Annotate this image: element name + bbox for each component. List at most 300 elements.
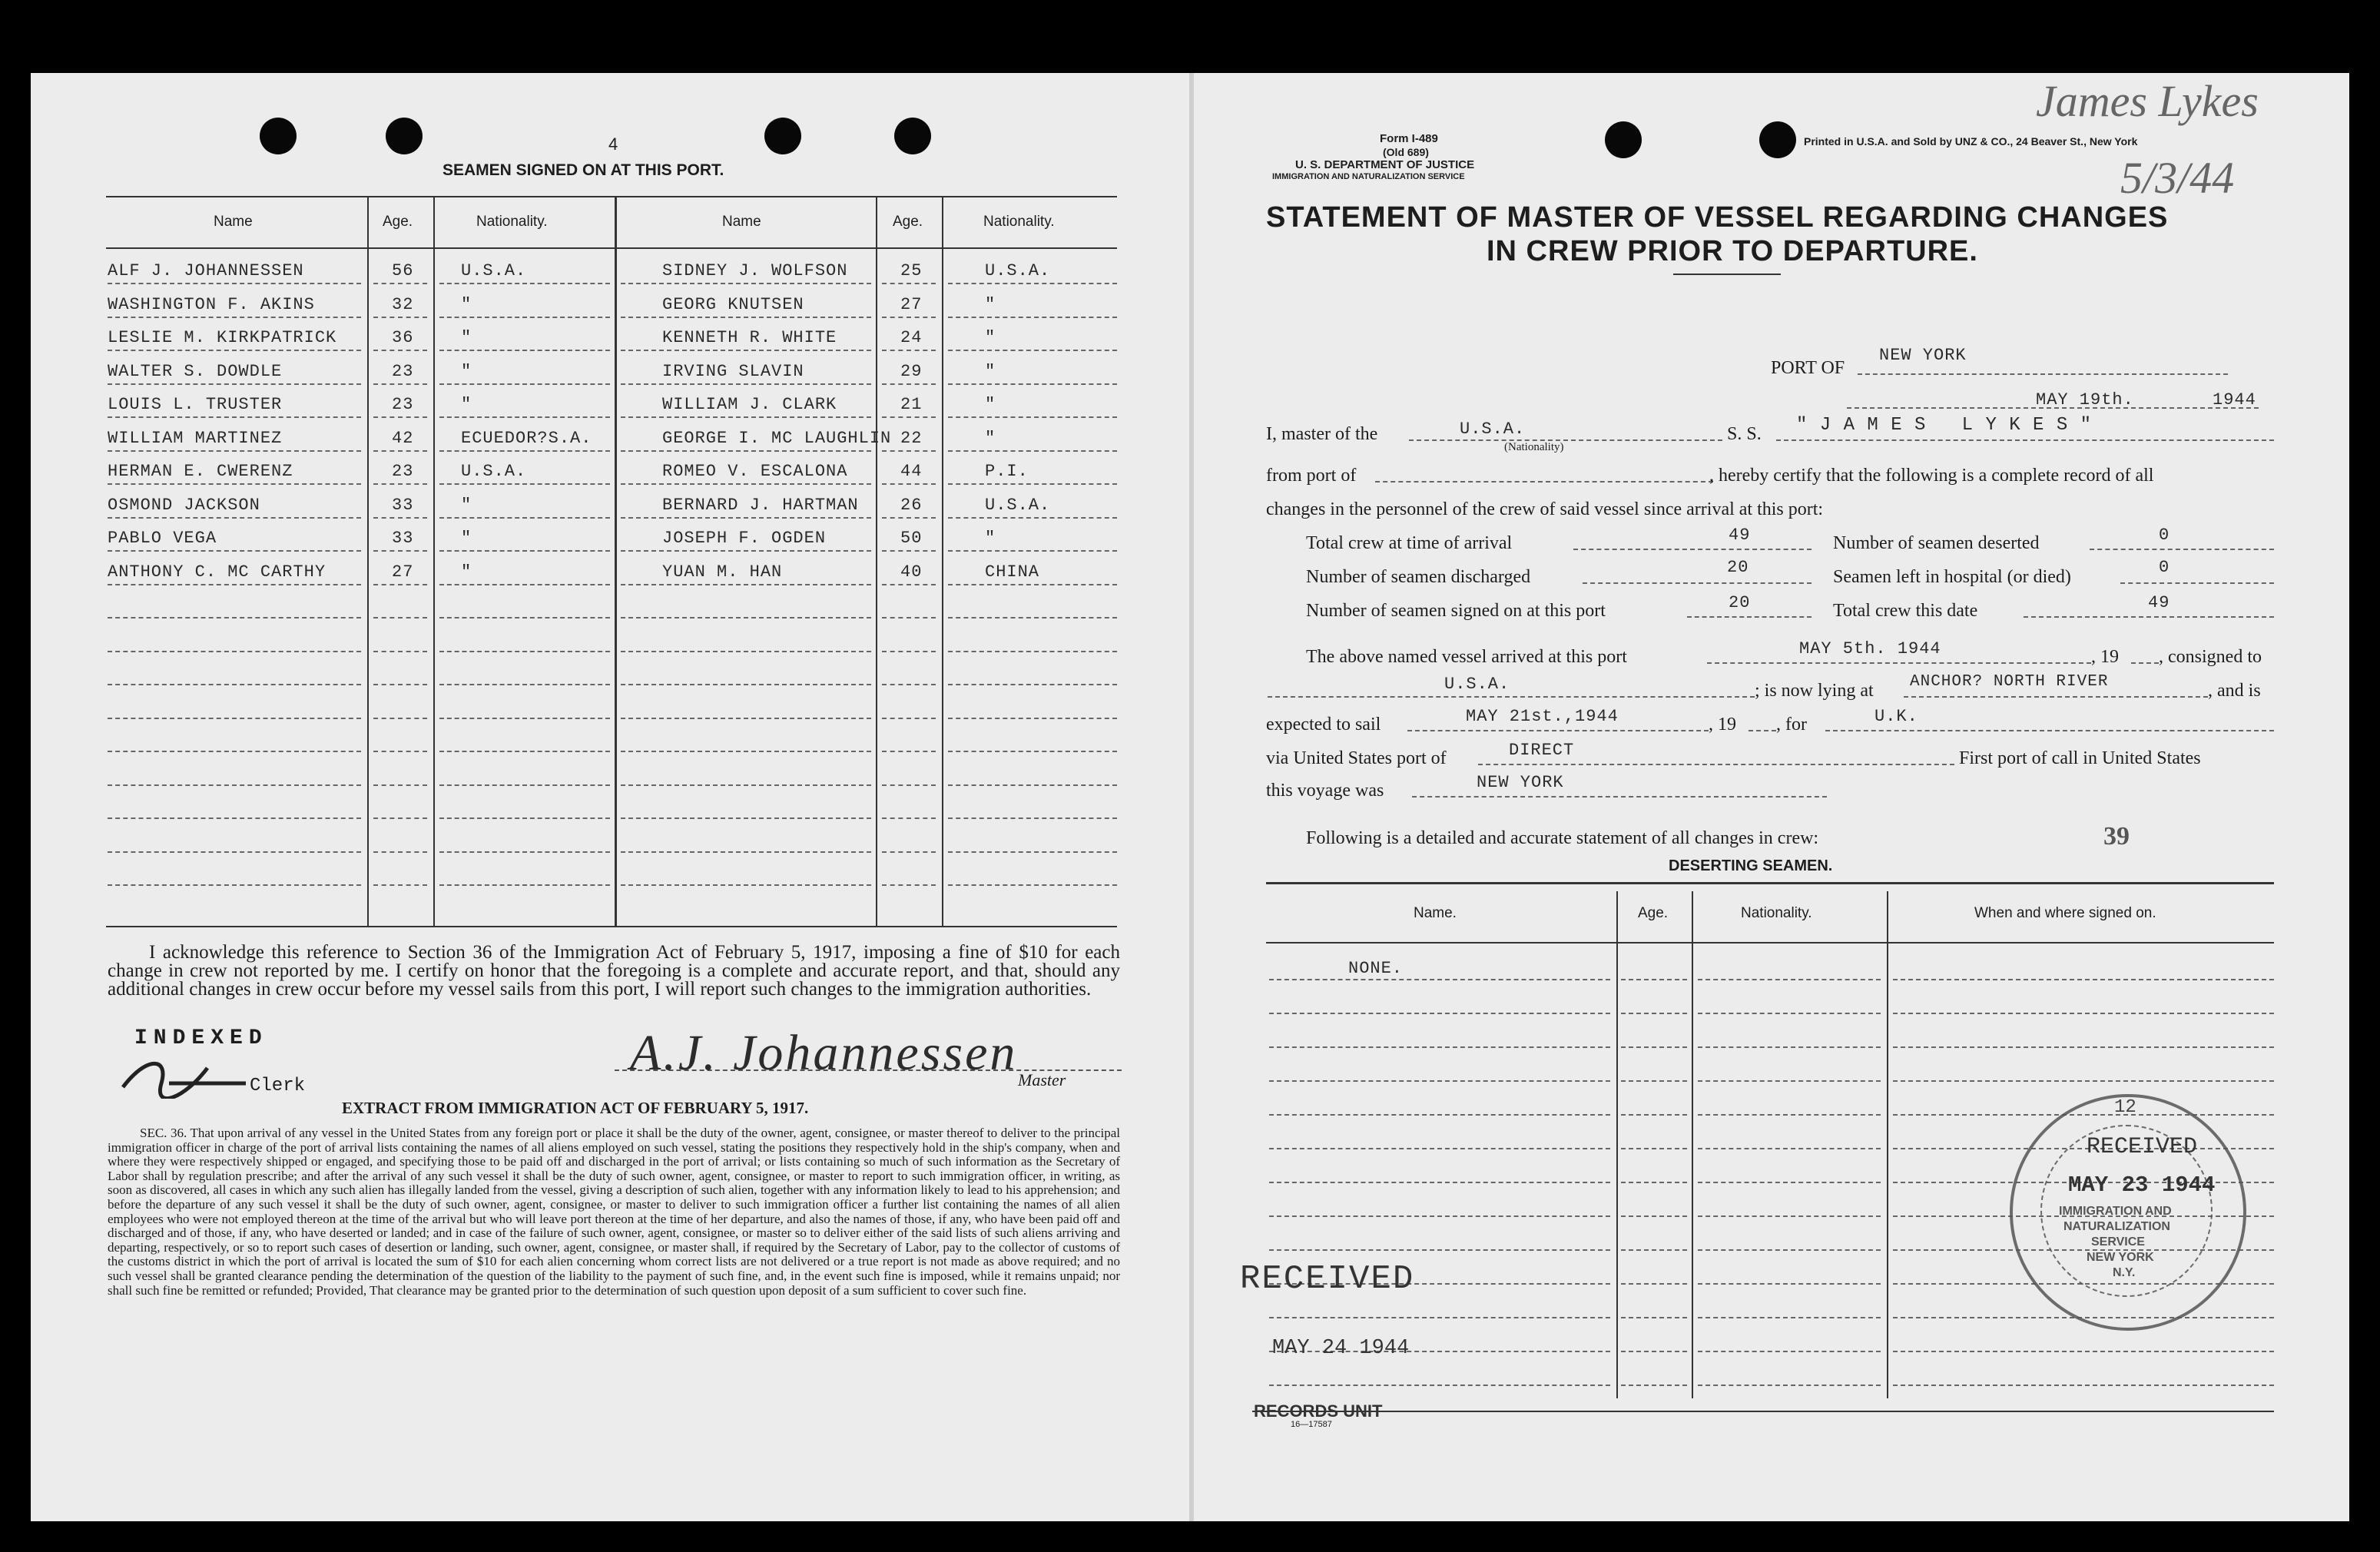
table-rule bbox=[948, 317, 1117, 318]
year-value: 1944 bbox=[2213, 390, 2256, 410]
table-rule bbox=[621, 651, 871, 652]
ss-label: S. S. bbox=[1727, 424, 1762, 444]
crew-nationality: ECUEDOR?S.A. bbox=[461, 428, 592, 448]
table-rule bbox=[439, 784, 610, 786]
crew-age: 25 bbox=[900, 261, 923, 280]
table-rule bbox=[882, 851, 936, 853]
nationality-value: U.S.A. bbox=[1460, 420, 1526, 439]
department: U. S. DEPARTMENT OF JUSTICE bbox=[1295, 158, 1475, 171]
table-rule bbox=[882, 684, 936, 685]
master-signature: A.J. Johannessen bbox=[630, 1025, 1018, 1081]
table-rule bbox=[948, 751, 1117, 752]
table-rule bbox=[882, 517, 936, 519]
from-port-label: from port of bbox=[1266, 466, 1357, 486]
round-stamp-top: RECEIVED bbox=[2087, 1134, 2198, 1160]
master-of-label: I, master of the bbox=[1266, 424, 1378, 444]
table-rule bbox=[373, 851, 427, 853]
table-rule bbox=[882, 383, 936, 385]
crew-age: 50 bbox=[900, 529, 923, 548]
table-rule bbox=[1269, 1013, 1610, 1014]
header-name: Name bbox=[722, 214, 761, 230]
received-stamp: RECEIVED bbox=[1240, 1260, 1415, 1298]
deserting-header-age: Age. bbox=[1638, 905, 1669, 921]
table-rule bbox=[882, 651, 936, 652]
punch-hole bbox=[260, 118, 297, 154]
table-rule bbox=[621, 283, 871, 284]
crew-nationality: " bbox=[461, 395, 472, 414]
deserting-header-when-where: When and where signed on. bbox=[1974, 905, 2156, 921]
arrived-label: The above named vessel arrived at this port bbox=[1306, 647, 1627, 667]
table-rule bbox=[1621, 1148, 1687, 1149]
table-rule bbox=[1893, 1080, 2274, 1082]
table-rule bbox=[373, 884, 427, 886]
crew-name: GEORG KNUTSEN bbox=[662, 294, 804, 314]
for-label: , for bbox=[1776, 715, 1807, 735]
crew-nationality: " bbox=[461, 294, 472, 314]
table-rule bbox=[1621, 1283, 1687, 1285]
crew-age: 26 bbox=[900, 495, 923, 515]
table-rule bbox=[373, 450, 427, 452]
table-rule bbox=[882, 884, 936, 886]
acknowledgement-text: I acknowledge this reference to Section 36 of the Immigration Act of February 5, 1917, imposing a fine of $10 for each change in crew not reported by me. I certify on honor that the foregoing is a complete and accurate report, and that, should any additional changes in crew occur before my vessel sails from this port, I will report such changes to the immigration authorities. bbox=[108, 942, 1120, 1000]
handwritten-name: James Lykes bbox=[2036, 76, 2259, 126]
table-rule bbox=[108, 517, 361, 519]
table-rule bbox=[882, 317, 936, 318]
table-rule bbox=[1698, 1046, 1881, 1048]
table-rule bbox=[948, 350, 1117, 351]
table-rule bbox=[1621, 1182, 1687, 1183]
table-rule bbox=[1621, 1114, 1687, 1116]
crew-name: ANTHONY C. MC CARTHY bbox=[108, 562, 327, 582]
table-rule bbox=[1698, 1351, 1881, 1352]
table-rule bbox=[621, 350, 871, 351]
table-rule bbox=[1269, 1114, 1610, 1116]
table-rule bbox=[621, 617, 871, 618]
table-rule bbox=[373, 483, 427, 485]
form-title-line1: STATEMENT OF MASTER OF VESSEL REGARDING CHANGES bbox=[1266, 201, 2169, 234]
crew-name: OSMOND JACKSON bbox=[108, 495, 260, 515]
table-rule bbox=[1698, 1182, 1881, 1183]
crew-name: JOSEPH F. OGDEN bbox=[662, 529, 827, 548]
table-rule bbox=[1269, 1385, 1610, 1386]
crew-age: 36 bbox=[392, 328, 414, 347]
voyage-value: NEW YORK bbox=[1477, 773, 1564, 792]
deserting-header-name: Name. bbox=[1414, 905, 1457, 921]
table-rule bbox=[948, 718, 1117, 719]
table-rule bbox=[1893, 1046, 2274, 1048]
table-rule bbox=[948, 584, 1117, 585]
punch-hole bbox=[1605, 121, 1642, 158]
total-crew-date-value: 49 bbox=[2148, 593, 2170, 612]
table-rule bbox=[108, 383, 361, 385]
form-id: Form I-489 bbox=[1380, 132, 1438, 145]
table-rule bbox=[1698, 1080, 1881, 1082]
header-nationality: Nationality. bbox=[476, 214, 548, 230]
table-rule bbox=[108, 884, 361, 886]
form-code: 16—17587 bbox=[1291, 1420, 1332, 1429]
table-rule bbox=[1698, 1385, 1881, 1386]
table-rule bbox=[439, 718, 610, 719]
left-page bbox=[31, 73, 1192, 1521]
crew-name: PABLO VEGA bbox=[108, 529, 217, 548]
extract-title: EXTRACT FROM IMMIGRATION ACT OF FEBRUARY 5, 1917. bbox=[342, 1099, 809, 1117]
section-36-text: SEC. 36. That upon arrival of any vessel in the United States from any foreign port or place it shall be the duty of the owner, agent, consignee, or master thereof to deliver to the principal immigration officer in charge of the port of arrival lists containing the names of all aliens employed on such vessel, stating the positions they respectively hold in the ship's company, when and where they were respectively shipped or engaged, and specifying those to be paid off and discharged in the port of arrival; or lists containing so much of such information as the Secretary of Labor shall by regulation prescribe; and after the arrival of any such vessel it shall be the duty of such owner, agent, consignee, or master to report to such immigration officer, in writing, as soon as discovered, all cases in which any such alien has illegally landed from the vessel, giving a description of such alien, together with any information likely to lead to his apprehension; and before the departure of any such vessel it shall be the duty of such owner, agent, consignee, or master to deliver to such immigration officer a further list containing the names of all alien employees who were not employed thereon at the time of the arrival but who will leave port thereon at the time of her departure, and also the names of those, if any, who have been paid off and discharged and of those, if any, who have deserted or landed; and in case of the failure of such owner, agent, consignee, or master so to deliver either of the said lists of such aliens arriving and departing, respectively, or so to report such cases of desertion or landing, such owner, agent, consignee, or master shall, if required by the Secretary of Labor, pay to the collector of customs of the customs district in which the port of arrival is located the sum of $10 for each alien concerning whom correct lists are not delivered or a true report is not made as above required; and no such vessel shall be granted clearance pending the determination of the question of the liability to the payment of such fine, and, in the event such fine is imposed, while it remains unpaid; nor shall such fine be remitted or refunded; Provided, That clearance may be granted prior to the determination of such question upon deposit of a sum sufficient to cover such fine. bbox=[108, 1126, 1120, 1298]
table-rule bbox=[621, 817, 871, 819]
punch-hole bbox=[1759, 121, 1796, 158]
table-rule bbox=[621, 483, 871, 485]
table-rule bbox=[621, 317, 871, 318]
crew-nationality: " bbox=[461, 361, 472, 381]
indexed-stamp: INDEXED bbox=[134, 1026, 268, 1050]
table-rule bbox=[1269, 1080, 1610, 1082]
crew-age: 24 bbox=[900, 328, 923, 347]
table-rule bbox=[948, 517, 1117, 519]
crew-name: BERNARD J. HARTMAN bbox=[662, 495, 859, 515]
table-rule bbox=[882, 483, 936, 485]
signed-on-value: 20 bbox=[1729, 593, 1751, 612]
crew-age: 33 bbox=[392, 495, 414, 515]
table-rule bbox=[621, 450, 871, 452]
table-rule bbox=[882, 617, 936, 618]
deserted-value: 0 bbox=[2159, 526, 2170, 545]
table-rule bbox=[108, 416, 361, 418]
punch-hole bbox=[894, 118, 931, 154]
table-rule bbox=[1698, 1249, 1881, 1251]
table-rule bbox=[1893, 979, 2274, 980]
table-rule bbox=[948, 383, 1117, 385]
table-rule bbox=[621, 751, 871, 752]
table-rule bbox=[108, 550, 361, 552]
clerk-initials bbox=[115, 1053, 254, 1099]
crew-name: LESLIE M. KIRKPATRICK bbox=[108, 328, 337, 347]
port-label: PORT OF bbox=[1771, 358, 1845, 378]
round-stamp-date: MAY 23 1944 bbox=[2068, 1172, 2216, 1198]
voyage-label: this voyage was bbox=[1266, 781, 1384, 801]
table-rule bbox=[108, 483, 361, 485]
vessel-name: " J A M E S L Y K E S " bbox=[1796, 415, 2093, 436]
consigned-value: U.S.A. bbox=[1444, 675, 1510, 694]
form-title-line2: IN CREW PRIOR TO DEPARTURE. bbox=[1487, 235, 1978, 267]
table-rule bbox=[1269, 1046, 1610, 1048]
lying-label: ; is now lying at bbox=[1755, 681, 1874, 701]
crew-name: HERMAN E. CWERENZ bbox=[108, 462, 293, 481]
hospital-label: Seamen left in hospital (or died) bbox=[1833, 567, 2071, 587]
nationality-caption: (Nationality) bbox=[1504, 441, 1564, 453]
crew-age: 33 bbox=[392, 529, 414, 548]
table-rule bbox=[108, 450, 361, 452]
total-crew-arrival-label: Total crew at time of arrival bbox=[1306, 533, 1513, 553]
table-rule bbox=[882, 718, 936, 719]
master-label: Master bbox=[1018, 1070, 1066, 1089]
table-rule bbox=[108, 751, 361, 752]
crew-name: ROMEO V. ESCALONA bbox=[662, 462, 848, 481]
crew-nationality: " bbox=[461, 562, 472, 582]
crew-name: WALTER S. DOWDLE bbox=[108, 361, 283, 381]
crew-age: 29 bbox=[900, 361, 923, 381]
arrived-value: MAY 5th. 1944 bbox=[1799, 639, 1941, 658]
table-rule bbox=[439, 751, 610, 752]
printer-line: Printed in U.S.A. and Sold by UNZ & CO., 24 Beaver St., New York bbox=[1804, 135, 2138, 148]
following-text: Following is a detailed and accurate statement of all changes in crew: bbox=[1306, 828, 1819, 848]
header-age: Age. bbox=[893, 214, 923, 230]
total-crew-arrival-value: 49 bbox=[1729, 526, 1751, 545]
table-rule bbox=[108, 784, 361, 786]
changes-text: changes in the personnel of the crew of said vessel since arrival at this port: bbox=[1266, 499, 1824, 519]
table-rule bbox=[621, 416, 871, 418]
table-rule bbox=[439, 584, 610, 585]
table-rule bbox=[108, 817, 361, 819]
crew-age: 44 bbox=[900, 462, 923, 481]
punch-hole bbox=[386, 118, 423, 154]
round-stamp-line5: N.Y. bbox=[2113, 1266, 2136, 1279]
table-rule bbox=[373, 784, 427, 786]
table-rule bbox=[439, 383, 610, 385]
table-rule bbox=[621, 584, 871, 585]
discharged-value: 20 bbox=[1727, 558, 1749, 577]
round-stamp-line4: NEW YORK bbox=[2087, 1251, 2154, 1264]
table-rule bbox=[439, 851, 610, 853]
table-rule bbox=[621, 684, 871, 685]
round-stamp-line3: SERVICE bbox=[2091, 1235, 2145, 1249]
crew-nationality: " bbox=[985, 529, 996, 548]
table-rule bbox=[882, 350, 936, 351]
crew-nationality: CHINA bbox=[985, 562, 1040, 582]
crew-name: IRVING SLAVIN bbox=[662, 361, 804, 381]
table-rule bbox=[948, 283, 1117, 284]
crew-age: 27 bbox=[900, 294, 923, 314]
crew-age: 56 bbox=[392, 261, 414, 280]
nineteen-text: , 19 bbox=[2091, 647, 2119, 667]
round-stamp-ring: 12 bbox=[2114, 1097, 2136, 1118]
table-rule bbox=[373, 718, 427, 719]
table-rule bbox=[882, 784, 936, 786]
table-rule bbox=[439, 283, 610, 284]
table-rule bbox=[882, 283, 936, 284]
crew-nationality: " bbox=[461, 529, 472, 548]
section-title: SEAMEN SIGNED ON AT THIS PORT. bbox=[443, 161, 724, 179]
table-rule bbox=[948, 851, 1117, 853]
table-rule bbox=[948, 450, 1117, 452]
table-rule bbox=[439, 317, 610, 318]
table-rule bbox=[108, 350, 361, 351]
table-rule bbox=[439, 884, 610, 886]
table-rule bbox=[1698, 979, 1881, 980]
handwritten-date: 5/3/44 bbox=[2120, 153, 2235, 203]
table-rule bbox=[108, 584, 361, 585]
table-rule bbox=[373, 416, 427, 418]
received-date: MAY 24 1944 bbox=[1272, 1337, 1410, 1360]
header-nationality: Nationality. bbox=[983, 214, 1055, 230]
crew-age: 32 bbox=[392, 294, 414, 314]
table-rule bbox=[948, 483, 1117, 485]
table-rule bbox=[373, 550, 427, 552]
crew-age: 23 bbox=[392, 361, 414, 381]
crew-name: WILLIAM MARTINEZ bbox=[108, 428, 283, 448]
table-rule bbox=[373, 684, 427, 685]
table-rule bbox=[1269, 1249, 1610, 1251]
table-rule bbox=[373, 751, 427, 752]
crew-age: 40 bbox=[900, 562, 923, 582]
crew-age: 21 bbox=[900, 395, 923, 414]
header-name: Name bbox=[214, 214, 253, 230]
table-rule bbox=[882, 817, 936, 819]
crew-name: WILLIAM J. CLARK bbox=[662, 395, 837, 414]
table-rule bbox=[439, 450, 610, 452]
service-name: IMMIGRATION AND NATURALIZATION SERVICE bbox=[1272, 172, 1465, 181]
table-rule bbox=[882, 550, 936, 552]
crew-nationality: P.I. bbox=[985, 462, 1029, 481]
table-rule bbox=[621, 517, 871, 519]
table-rule bbox=[1698, 1317, 1881, 1318]
crew-nationality: U.S.A. bbox=[461, 462, 527, 481]
crew-age: 27 bbox=[392, 562, 414, 582]
table-rule bbox=[1893, 1013, 2274, 1014]
table-rule bbox=[948, 684, 1117, 685]
crew-age: 42 bbox=[392, 428, 414, 448]
table-rule bbox=[373, 651, 427, 652]
table-rule bbox=[1621, 979, 1687, 980]
table-rule bbox=[1621, 1249, 1687, 1251]
crew-nationality: " bbox=[985, 361, 996, 381]
table-rule bbox=[373, 283, 427, 284]
table-rule bbox=[882, 450, 936, 452]
sail-value: MAY 21st.,1944 bbox=[1466, 707, 1619, 726]
crew-nationality: " bbox=[985, 294, 996, 314]
crew-nationality: U.S.A. bbox=[985, 261, 1051, 280]
table-rule bbox=[948, 817, 1117, 819]
table-rule bbox=[621, 718, 871, 719]
table-rule bbox=[1698, 1114, 1881, 1116]
deserting-title: DESERTING SEAMEN. bbox=[1669, 857, 1833, 874]
crew-name: WASHINGTON F. AKINS bbox=[108, 294, 315, 314]
table-rule bbox=[1621, 1317, 1687, 1318]
table-rule bbox=[373, 350, 427, 351]
table-rule bbox=[108, 617, 361, 618]
table-rule bbox=[1269, 1182, 1610, 1183]
table-rule bbox=[439, 416, 610, 418]
table-rule bbox=[1269, 1148, 1610, 1149]
table-rule bbox=[1621, 1013, 1687, 1014]
deserted-label: Number of seamen deserted bbox=[1833, 533, 2040, 553]
punch-hole bbox=[764, 118, 801, 154]
deserting-header-nationality: Nationality. bbox=[1741, 905, 1812, 921]
table-rule bbox=[621, 383, 871, 385]
table-rule bbox=[373, 617, 427, 618]
table-rule bbox=[439, 651, 610, 652]
table-rule bbox=[373, 383, 427, 385]
table-rule bbox=[439, 550, 610, 552]
table-rule bbox=[439, 350, 610, 351]
table-rule bbox=[948, 416, 1117, 418]
crew-nationality: " bbox=[985, 428, 996, 448]
date-value: MAY 19th. bbox=[2036, 390, 2134, 410]
lying-value: ANCHOR? NORTH RIVER bbox=[1910, 673, 2109, 691]
table-rule bbox=[882, 751, 936, 752]
and-is-text: , and is bbox=[2208, 681, 2261, 701]
crew-nationality: " bbox=[461, 495, 472, 515]
total-crew-date-label: Total crew this date bbox=[1833, 601, 1978, 621]
table-rule bbox=[621, 784, 871, 786]
via-value: DIRECT bbox=[1509, 741, 1575, 760]
table-rule bbox=[948, 884, 1117, 886]
table-rule bbox=[948, 617, 1117, 618]
table-rule bbox=[108, 651, 361, 652]
table-rule bbox=[621, 851, 871, 853]
crew-name: YUAN M. HAN bbox=[662, 562, 783, 582]
number-mark: 39 bbox=[2103, 822, 2130, 851]
table-rule bbox=[439, 517, 610, 519]
table-rule bbox=[439, 617, 610, 618]
hospital-value: 0 bbox=[2159, 558, 2170, 577]
table-rule bbox=[882, 416, 936, 418]
table-rule bbox=[439, 817, 610, 819]
discharged-label: Number of seamen discharged bbox=[1306, 567, 1531, 587]
round-stamp-line2: NATURALIZATION bbox=[2063, 1220, 2170, 1233]
clerk-label: Clerk bbox=[250, 1076, 306, 1096]
table-rule bbox=[439, 483, 610, 485]
table-rule bbox=[1893, 1385, 2274, 1386]
table-rule bbox=[373, 517, 427, 519]
signed-on-label: Number of seamen signed on at this port bbox=[1306, 601, 1606, 621]
table-rule bbox=[621, 884, 871, 886]
crew-name: KENNETH R. WHITE bbox=[662, 328, 837, 347]
table-rule bbox=[373, 317, 427, 318]
port-value: NEW YORK bbox=[1879, 346, 1967, 365]
crew-age: 23 bbox=[392, 395, 414, 414]
table-rule bbox=[621, 550, 871, 552]
table-rule bbox=[108, 718, 361, 719]
table-rule bbox=[439, 684, 610, 685]
table-rule bbox=[1621, 1351, 1687, 1352]
page-spine bbox=[1189, 73, 1194, 1521]
crew-nationality: " bbox=[985, 328, 996, 347]
crew-name: LOUIS L. TRUSTER bbox=[108, 395, 283, 414]
table-rule bbox=[108, 851, 361, 853]
table-rule bbox=[1698, 1148, 1881, 1149]
table-rule bbox=[1698, 1283, 1881, 1285]
table-rule bbox=[1698, 1013, 1881, 1014]
crew-age: 22 bbox=[900, 428, 923, 448]
table-rule bbox=[1621, 1046, 1687, 1048]
consigned-label: , consigned to bbox=[2159, 647, 2262, 667]
page-number: 4 bbox=[608, 134, 618, 154]
table-rule bbox=[1621, 1080, 1687, 1082]
crew-age: 23 bbox=[392, 462, 414, 481]
deserting-value: NONE. bbox=[1348, 959, 1404, 978]
records-unit: RECORDS UNIT bbox=[1254, 1401, 1383, 1421]
table-rule bbox=[1893, 1351, 2274, 1352]
crew-nationality: U.S.A. bbox=[461, 261, 527, 280]
table-rule bbox=[1621, 1385, 1687, 1386]
nineteen-text: , 19 bbox=[1709, 715, 1736, 735]
certify-text: , hereby certify that the following is a complete record of all bbox=[1709, 466, 2154, 486]
table-rule bbox=[1621, 1215, 1687, 1217]
via-label: via United States port of bbox=[1266, 748, 1447, 768]
form-old: (Old 689) bbox=[1383, 146, 1429, 158]
crew-nationality: U.S.A. bbox=[985, 495, 1051, 515]
table-rule bbox=[1269, 1215, 1610, 1217]
table-rule bbox=[1269, 1317, 1610, 1318]
crew-name: GEORGE I. MC LAUGHLIN bbox=[662, 428, 892, 448]
round-stamp-line1: IMMIGRATION AND bbox=[2059, 1205, 2172, 1218]
table-rule bbox=[882, 584, 936, 585]
table-rule bbox=[373, 817, 427, 819]
for-value: U.K. bbox=[1874, 707, 1918, 726]
crew-nationality: " bbox=[985, 395, 996, 414]
table-rule bbox=[948, 550, 1117, 552]
table-rule bbox=[373, 584, 427, 585]
table-rule bbox=[1269, 979, 1610, 980]
